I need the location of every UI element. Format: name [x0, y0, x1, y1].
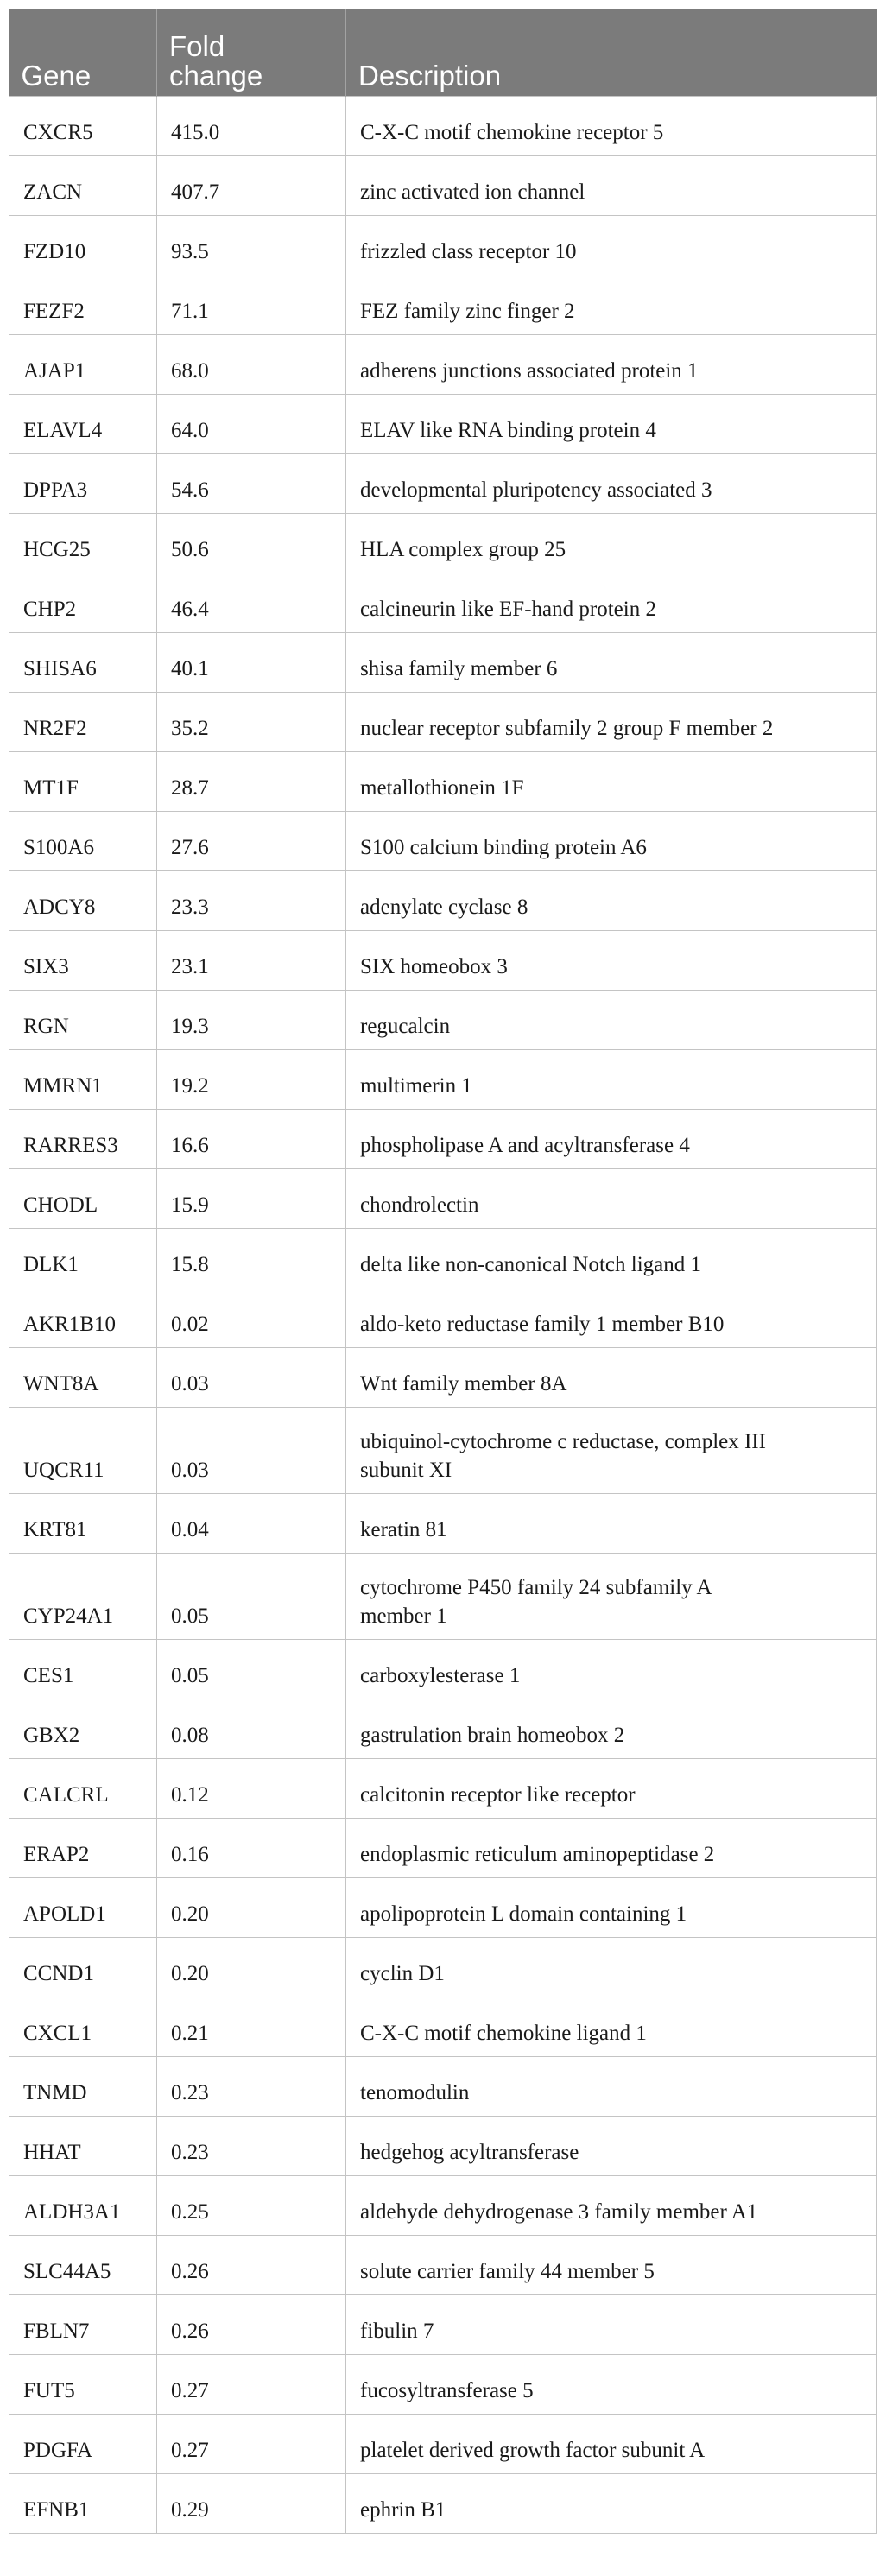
description-cell: chondrolectin — [346, 1168, 877, 1228]
table-row — [9, 2056, 877, 2116]
gene-cell: CXCL1 — [9, 1997, 157, 2056]
gene-cell: RGN — [9, 990, 157, 1049]
gene-cell: HCG25 — [9, 513, 157, 573]
table-row — [9, 811, 877, 870]
table-row — [9, 215, 877, 275]
gene-table-container — [9, 9, 876, 2534]
fold-change-cell: 0.25 — [157, 2175, 346, 2235]
fold-change-cell: 0.23 — [157, 2056, 346, 2116]
fold-change-cell: 35.2 — [157, 692, 346, 751]
description-cell: platelet derived growth factor subunit A — [346, 2414, 877, 2473]
fold-change-cell: 23.3 — [157, 870, 346, 930]
table-row — [9, 96, 877, 155]
table-row — [9, 1937, 877, 1997]
fold-change-cell: 0.29 — [157, 2473, 346, 2533]
description-cell: delta like non-canonical Notch ligand 1 — [346, 1228, 877, 1288]
table-row — [9, 1877, 877, 1937]
description-cell: S100 calcium binding protein A6 — [346, 811, 877, 870]
fold-change-cell: 0.12 — [157, 1758, 346, 1818]
table-row — [9, 1493, 877, 1553]
table-row — [9, 573, 877, 632]
description-cell: ephrin B1 — [346, 2473, 877, 2533]
gene-cell: FBLN7 — [9, 2294, 157, 2354]
fold-change-cell: 0.03 — [157, 1407, 346, 1493]
description-cell: C-X-C motif chemokine ligand 1 — [346, 1997, 877, 2056]
gene-cell: PDGFA — [9, 2414, 157, 2473]
table-row — [9, 2235, 877, 2294]
table-row — [9, 990, 877, 1049]
description-cell: Wnt family member 8A — [346, 1347, 877, 1407]
fold-change-cell: 27.6 — [157, 811, 346, 870]
description-cell: hedgehog acyltransferase — [346, 2116, 877, 2175]
fold-change-cell: 0.20 — [157, 1937, 346, 1997]
fold-change-cell: 93.5 — [157, 215, 346, 275]
gene-cell: CCND1 — [9, 1937, 157, 1997]
table-row — [9, 1288, 877, 1347]
fold-change-cell: 46.4 — [157, 573, 346, 632]
description-cell: SIX homeobox 3 — [346, 930, 877, 990]
description-cell: tenomodulin — [346, 2056, 877, 2116]
table-row — [9, 1997, 877, 2056]
table-row — [9, 513, 877, 573]
fold-change-cell: 71.1 — [157, 275, 346, 334]
description-cell: gastrulation brain homeobox 2 — [346, 1699, 877, 1758]
header-description: Description — [346, 9, 877, 96]
table-row — [9, 394, 877, 453]
gene-cell: FUT5 — [9, 2354, 157, 2414]
gene-fold-change-table — [9, 9, 877, 2534]
gene-cell: SIX3 — [9, 930, 157, 990]
gene-cell: WNT8A — [9, 1347, 157, 1407]
fold-change-cell: 0.27 — [157, 2354, 346, 2414]
fold-change-cell: 0.27 — [157, 2414, 346, 2473]
gene-cell: KRT81 — [9, 1493, 157, 1553]
description-cell: zinc activated ion channel — [346, 155, 877, 215]
gene-cell: MT1F — [9, 751, 157, 811]
table-row — [9, 632, 877, 692]
table-row — [9, 1553, 877, 1639]
gene-cell: NR2F2 — [9, 692, 157, 751]
fold-change-cell: 415.0 — [157, 96, 346, 155]
table-row — [9, 692, 877, 751]
gene-cell: SHISA6 — [9, 632, 157, 692]
fold-change-cell: 0.03 — [157, 1347, 346, 1407]
table-row — [9, 1347, 877, 1407]
gene-cell: CHODL — [9, 1168, 157, 1228]
table-header — [9, 9, 877, 96]
fold-change-cell: 0.23 — [157, 2116, 346, 2175]
gene-cell: SLC44A5 — [9, 2235, 157, 2294]
fold-change-cell: 0.04 — [157, 1493, 346, 1553]
description-cell: multimerin 1 — [346, 1049, 877, 1109]
fold-change-cell: 15.9 — [157, 1168, 346, 1228]
table-row — [9, 1168, 877, 1228]
fold-change-cell: 19.2 — [157, 1049, 346, 1109]
description-cell: shisa family member 6 — [346, 632, 877, 692]
table-row — [9, 275, 877, 334]
gene-cell: CALCRL — [9, 1758, 157, 1818]
header-row — [9, 9, 877, 96]
table-row — [9, 1818, 877, 1877]
gene-cell: AKR1B10 — [9, 1288, 157, 1347]
header-gene: Gene — [9, 9, 157, 96]
description-cell: adherens junctions associated protein 1 — [346, 334, 877, 394]
fold-change-cell: 0.21 — [157, 1997, 346, 2056]
fold-change-cell: 16.6 — [157, 1109, 346, 1168]
gene-cell: ERAP2 — [9, 1818, 157, 1877]
gene-cell: CXCR5 — [9, 96, 157, 155]
table-row — [9, 1639, 877, 1699]
table-row — [9, 2473, 877, 2533]
gene-cell: GBX2 — [9, 1699, 157, 1758]
fold-change-cell: 50.6 — [157, 513, 346, 573]
description-cell: calcineurin like EF-hand protein 2 — [346, 573, 877, 632]
description-cell: calcitonin receptor like receptor — [346, 1758, 877, 1818]
gene-cell: HHAT — [9, 2116, 157, 2175]
table-row — [9, 2116, 877, 2175]
fold-change-cell: 0.26 — [157, 2294, 346, 2354]
gene-cell: ALDH3A1 — [9, 2175, 157, 2235]
description-cell: keratin 81 — [346, 1493, 877, 1553]
header-fold-change: Fold change — [157, 9, 346, 96]
table-row — [9, 1228, 877, 1288]
gene-cell: EFNB1 — [9, 2473, 157, 2533]
description-cell: fibulin 7 — [346, 2294, 877, 2354]
gene-cell: TNMD — [9, 2056, 157, 2116]
description-cell: carboxylesterase 1 — [346, 1639, 877, 1699]
gene-cell: ELAVL4 — [9, 394, 157, 453]
fold-change-cell: 64.0 — [157, 394, 346, 453]
fold-change-cell: 407.7 — [157, 155, 346, 215]
table-row — [9, 1699, 877, 1758]
gene-cell: APOLD1 — [9, 1877, 157, 1937]
description-cell: metallothionein 1F — [346, 751, 877, 811]
fold-change-cell: 19.3 — [157, 990, 346, 1049]
description-cell: aldo-keto reductase family 1 member B10 — [346, 1288, 877, 1347]
table-row — [9, 2354, 877, 2414]
fold-change-cell: 0.08 — [157, 1699, 346, 1758]
description-cell: nuclear receptor subfamily 2 group F member 2 — [346, 692, 877, 751]
description-cell: FEZ family zinc finger 2 — [346, 275, 877, 334]
table-row — [9, 1109, 877, 1168]
gene-cell: UQCR11 — [9, 1407, 157, 1493]
gene-cell: DLK1 — [9, 1228, 157, 1288]
fold-change-cell: 0.20 — [157, 1877, 346, 1937]
gene-cell: RARRES3 — [9, 1109, 157, 1168]
description-cell: aldehyde dehydrogenase 3 family member A1 — [346, 2175, 877, 2235]
description-cell: cyclin D1 — [346, 1937, 877, 1997]
table-row — [9, 334, 877, 394]
fold-change-cell: 68.0 — [157, 334, 346, 394]
fold-change-cell: 0.16 — [157, 1818, 346, 1877]
description-cell: ELAV like RNA binding protein 4 — [346, 394, 877, 453]
gene-cell: CES1 — [9, 1639, 157, 1699]
fold-change-cell: 0.05 — [157, 1639, 346, 1699]
gene-cell: MMRN1 — [9, 1049, 157, 1109]
gene-cell: ZACN — [9, 155, 157, 215]
table-row — [9, 2294, 877, 2354]
description-cell: frizzled class receptor 10 — [346, 215, 877, 275]
fold-change-cell: 0.05 — [157, 1553, 346, 1639]
gene-cell: FZD10 — [9, 215, 157, 275]
gene-cell: DPPA3 — [9, 453, 157, 513]
description-cell: ubiquinol-cytochrome c reductase, complex III subunit XI — [346, 1407, 877, 1493]
description-cell: adenylate cyclase 8 — [346, 870, 877, 930]
table-row — [9, 2175, 877, 2235]
description-cell: solute carrier family 44 member 5 — [346, 2235, 877, 2294]
table-row — [9, 2414, 877, 2473]
table-row — [9, 155, 877, 215]
fold-change-cell: 0.26 — [157, 2235, 346, 2294]
fold-change-cell: 23.1 — [157, 930, 346, 990]
table-row — [9, 1407, 877, 1493]
description-cell: HLA complex group 25 — [346, 513, 877, 573]
table-row — [9, 751, 877, 811]
gene-cell: S100A6 — [9, 811, 157, 870]
gene-cell: ADCY8 — [9, 870, 157, 930]
table-body — [9, 96, 877, 2533]
fold-change-cell: 0.02 — [157, 1288, 346, 1347]
description-cell: developmental pluripotency associated 3 — [346, 453, 877, 513]
fold-change-cell: 40.1 — [157, 632, 346, 692]
table-row — [9, 453, 877, 513]
table-row — [9, 870, 877, 930]
gene-cell: AJAP1 — [9, 334, 157, 394]
fold-change-cell: 28.7 — [157, 751, 346, 811]
description-cell: cytochrome P450 family 24 subfamily A member 1 — [346, 1553, 877, 1639]
description-cell: fucosyltransferase 5 — [346, 2354, 877, 2414]
table-row — [9, 1049, 877, 1109]
table-row — [9, 930, 877, 990]
gene-cell: FEZF2 — [9, 275, 157, 334]
gene-cell: CYP24A1 — [9, 1553, 157, 1639]
fold-change-cell: 15.8 — [157, 1228, 346, 1288]
table-row — [9, 1758, 877, 1818]
description-cell: C-X-C motif chemokine receptor 5 — [346, 96, 877, 155]
description-cell: endoplasmic reticulum aminopeptidase 2 — [346, 1818, 877, 1877]
description-cell: regucalcin — [346, 990, 877, 1049]
description-cell: phospholipase A and acyltransferase 4 — [346, 1109, 877, 1168]
gene-cell: CHP2 — [9, 573, 157, 632]
fold-change-cell: 54.6 — [157, 453, 346, 513]
description-cell: apolipoprotein L domain containing 1 — [346, 1877, 877, 1937]
